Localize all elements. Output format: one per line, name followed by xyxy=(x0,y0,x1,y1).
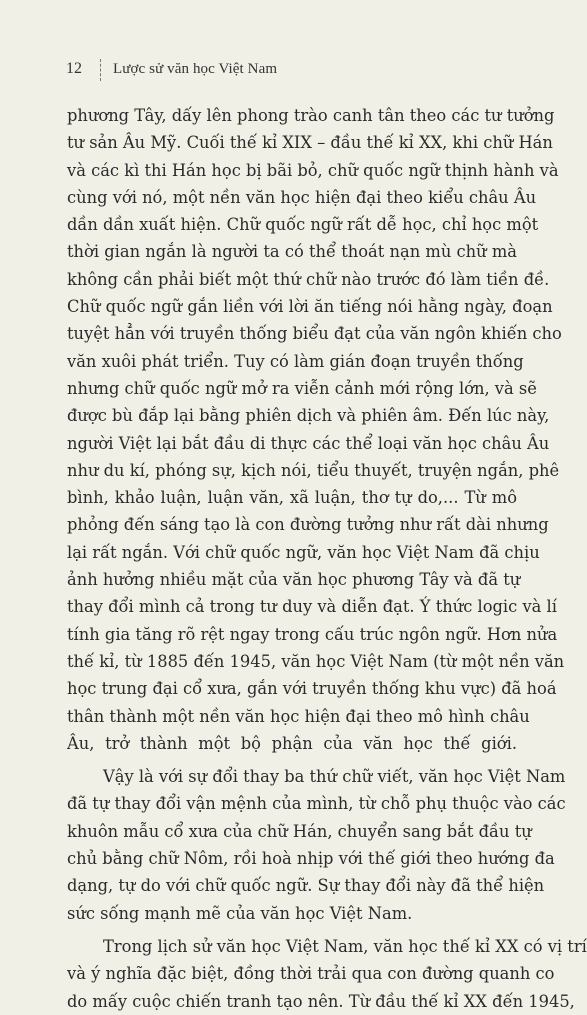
text-line: dần dần xuất hiện. Chữ quốc ngữ rất dễ học, chỉ học một xyxy=(67,215,539,235)
text-line: thời gian ngắn là người ta có thể thoát nạn mù chữ mà xyxy=(67,242,517,262)
text-line: học trung đại cổ xưa, gắn với truyền thống khu vực) đã hoá xyxy=(67,679,557,699)
text-line: Âu, trở thành một bộ phận của văn học thế giới. xyxy=(67,733,517,753)
text-line: thế kỉ, từ 1885 đến 1945, văn học Việt Nam (từ một nền văn xyxy=(67,651,565,671)
text-line: dạng, tự do với chữ quốc ngữ. Sự thay đổi này đã thể hiện xyxy=(67,876,545,896)
text-line: cùng với nó, một nền văn học hiện đại theo kiểu châu Âu xyxy=(67,187,537,207)
text-line: chủ bằng chữ Nôm, rồi hoà nhịp với thế giới theo hướng đa xyxy=(67,849,555,869)
text-line: lại rất ngắn. Với chữ quốc ngữ, văn học Việt Nam đã chịu xyxy=(67,542,540,562)
text-line: người Việt lại bắt đầu di thực các thể loại văn học châu Âu xyxy=(67,433,550,453)
page-number: 12 xyxy=(66,60,82,77)
paragraph-2 xyxy=(67,763,566,927)
text-line: khuôn mẫu cổ xưa của chữ Hán, chuyển sang bắt đầu tự xyxy=(67,821,532,841)
text-line: tư sản Âu Mỹ. Cuối thế kỉ XIX – đầu thế kỉ XX, khi chữ Hán xyxy=(67,133,553,153)
text-line: và ý nghĩa đặc biệt, đồng thời trải qua con đường quanh co xyxy=(67,964,555,984)
text-line: và các kì thi Hán học bị bãi bỏ, chữ quốc ngữ thịnh hành và xyxy=(67,160,559,180)
text-line: Vậy là với sự đổi thay ba thứ chữ viết, văn học Việt Nam xyxy=(103,767,566,787)
text-line: tuyệt hẳn với truyền thống biểu đạt của văn ngôn khiến cho xyxy=(67,324,562,344)
paragraph-3 xyxy=(67,933,587,1015)
body-text xyxy=(67,102,587,1015)
text-line: sức sống mạnh mẽ của văn học Việt Nam. xyxy=(67,903,413,923)
text-line: do mấy cuộc chiến tranh tạo nên. Từ đầu thế kỉ XX đến 1945, xyxy=(67,991,575,1011)
text-line: phương Tây, dấy lên phong trào canh tân theo các tư tưởng xyxy=(67,106,555,125)
paragraph-1 xyxy=(67,102,565,757)
text-line: như du kí, phóng sự, kịch nói, tiểu thuyết, truyện ngắn, phê xyxy=(67,460,560,480)
text-line: phỏng đến sáng tạo là con đường tưởng như rất dài nhưng xyxy=(67,515,549,535)
text-line: bình, khảo luận, luận văn, xã luận, thơ tự do,... Từ mô xyxy=(67,488,517,508)
text-line: tính gia tăng rõ rệt ngay trong cấu trúc ngôn ngữ. Hơn nửa xyxy=(67,624,558,644)
text-line: văn xuôi phát triển. Tuy có làm gián đoạn truyền thống xyxy=(67,351,524,371)
header-divider xyxy=(100,59,101,81)
text-line: ảnh hưởng nhiều mặt của văn học phương Tây và đã tự xyxy=(67,570,521,590)
text-line: đã tự thay đổi vận mệnh của mình, từ chỗ phụ thuộc vào các xyxy=(67,794,566,814)
text-line: thân thành một nền văn học hiện đại theo mô hình châu xyxy=(67,706,530,726)
text-line: thay đổi mình cả trong tư duy và diễn đạt. Ý thức logic và lí xyxy=(67,597,557,617)
text-line: không cần phải biết một thứ chữ nào trước đó làm tiền đề. xyxy=(67,269,550,289)
page-header xyxy=(66,58,277,80)
running-title: Lược sử văn học Việt Nam xyxy=(113,60,278,77)
text-line: nhưng chữ quốc ngữ mở ra viễn cảnh mới rộng lớn, và sẽ xyxy=(67,378,537,398)
text-line: Chữ quốc ngữ gắn liền với lời ăn tiếng nói hằng ngày, đoạn xyxy=(67,297,553,317)
text-line: Trong lịch sử văn học Việt Nam, văn học thế kỉ XX có vị trí xyxy=(103,936,587,956)
text-line: được bù đắp lại bằng phiên dịch và phiên âm. Đến lúc này, xyxy=(67,406,550,426)
